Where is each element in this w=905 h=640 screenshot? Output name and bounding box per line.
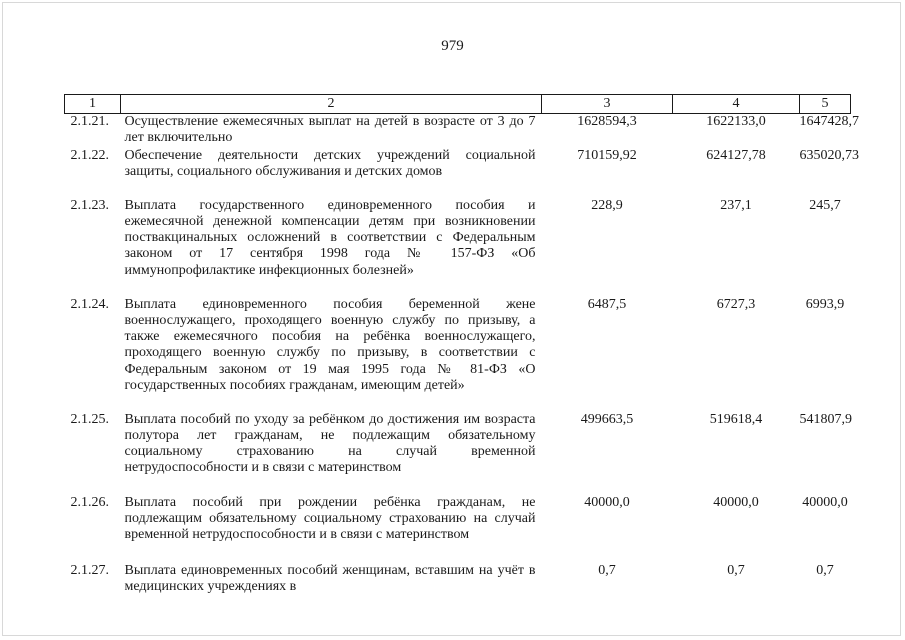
value-col-3: 710159,92 [577,147,637,163]
page-number: 979 [441,38,464,54]
row-number: 2.1.21. [70,114,109,129]
table-row [65,148,851,198]
row-number: 2.1.26. [70,494,109,510]
value-col-5: 6993,9 [805,296,845,312]
value-col-5: 0,7 [816,562,834,578]
value-col-4: 1622133,0 [706,114,766,129]
value-col-3: 1628594,3 [577,114,637,129]
table-row [65,297,851,412]
row-description: Выплата пособий по уходу за ребёнком до достижения им возраста полутора лет гражданам, не подлежащим обязательному социальному страхованию на случай временной нетрудоспособности и в связи с материнством [124,411,536,476]
header-col-5: 5 [800,95,851,114]
row-description: Выплата единовременных пособий женщинам, вставшим на учёт в медицинских учреждениях в [124,562,536,594]
value-col-5: 245,7 [809,197,841,213]
value-col-5: 1647428,7 [799,114,859,129]
value-col-5: 40000,0 [802,494,848,510]
table-row [65,563,851,597]
value-col-4: 624127,78 [706,147,766,163]
value-col-4: 40000,0 [713,494,759,510]
value-col-3: 499663,5 [580,411,634,427]
value-col-5: 635020,73 [799,147,859,163]
row-number: 2.1.22. [70,147,109,163]
row-description: Выплата единовременного пособия беременной жене военнослужащего, проходящего военную службу по призыву, а также ежемесячного пособия на ребёнка военнослужащего, проходящего военную службу по призыву, в соответствии с Федеральным законом от 19 мая 1995 года № 81-ФЗ «О государственных пособиях гражданам, имеющим детей» [124,296,536,394]
table-row [65,114,851,148]
header-col-3: 3 [542,95,673,114]
table-body [65,114,859,597]
value-col-4: 519618,4 [709,411,763,427]
row-description: Выплата государственного единовременного пособия и ежемесячной денежной компенсации детям при возникновении поствакцинальных осложнений в соответствии с Федеральным законом от 17 сентября 1998 года № 157-ФЗ «Об иммунопрофилактике инфекционных болезней» [124,197,536,278]
header-col-1: 1 [65,95,121,114]
row-description: Обеспечение деятельности детских учреждений социальной защиты, социального обслуживания и детских домов [124,147,536,179]
value-col-4: 237,1 [720,197,752,213]
header-row [65,95,851,114]
value-col-4: 6727,3 [716,296,756,312]
value-col-3: 228,9 [591,197,623,213]
header-col-4: 4 [673,95,800,114]
value-col-5: 541807,9 [799,411,852,427]
header-col-2: 2 [121,95,542,114]
row-number: 2.1.25. [70,411,109,427]
value-col-3: 40000,0 [584,494,630,510]
table-row [65,495,851,563]
row-description: Выплата пособий при рождении ребёнка гражданам, не подлежащим обязательному социальному страхованию на случай временной нетрудоспособности и в связи с материнством [124,494,536,543]
row-number: 2.1.23. [70,197,109,213]
table-row [65,412,851,495]
row-number: 2.1.27. [70,562,109,578]
value-col-3: 6487,5 [587,296,627,312]
value-col-3: 0,7 [598,562,616,578]
table-row [65,198,851,297]
table-header [65,95,851,114]
budget-table [64,94,859,596]
value-col-4: 0,7 [727,562,745,578]
row-description: Осуществление ежемесячных выплат на детей в возрасте от 3 до 7 лет включительно [124,114,536,146]
row-number: 2.1.24. [70,296,109,312]
